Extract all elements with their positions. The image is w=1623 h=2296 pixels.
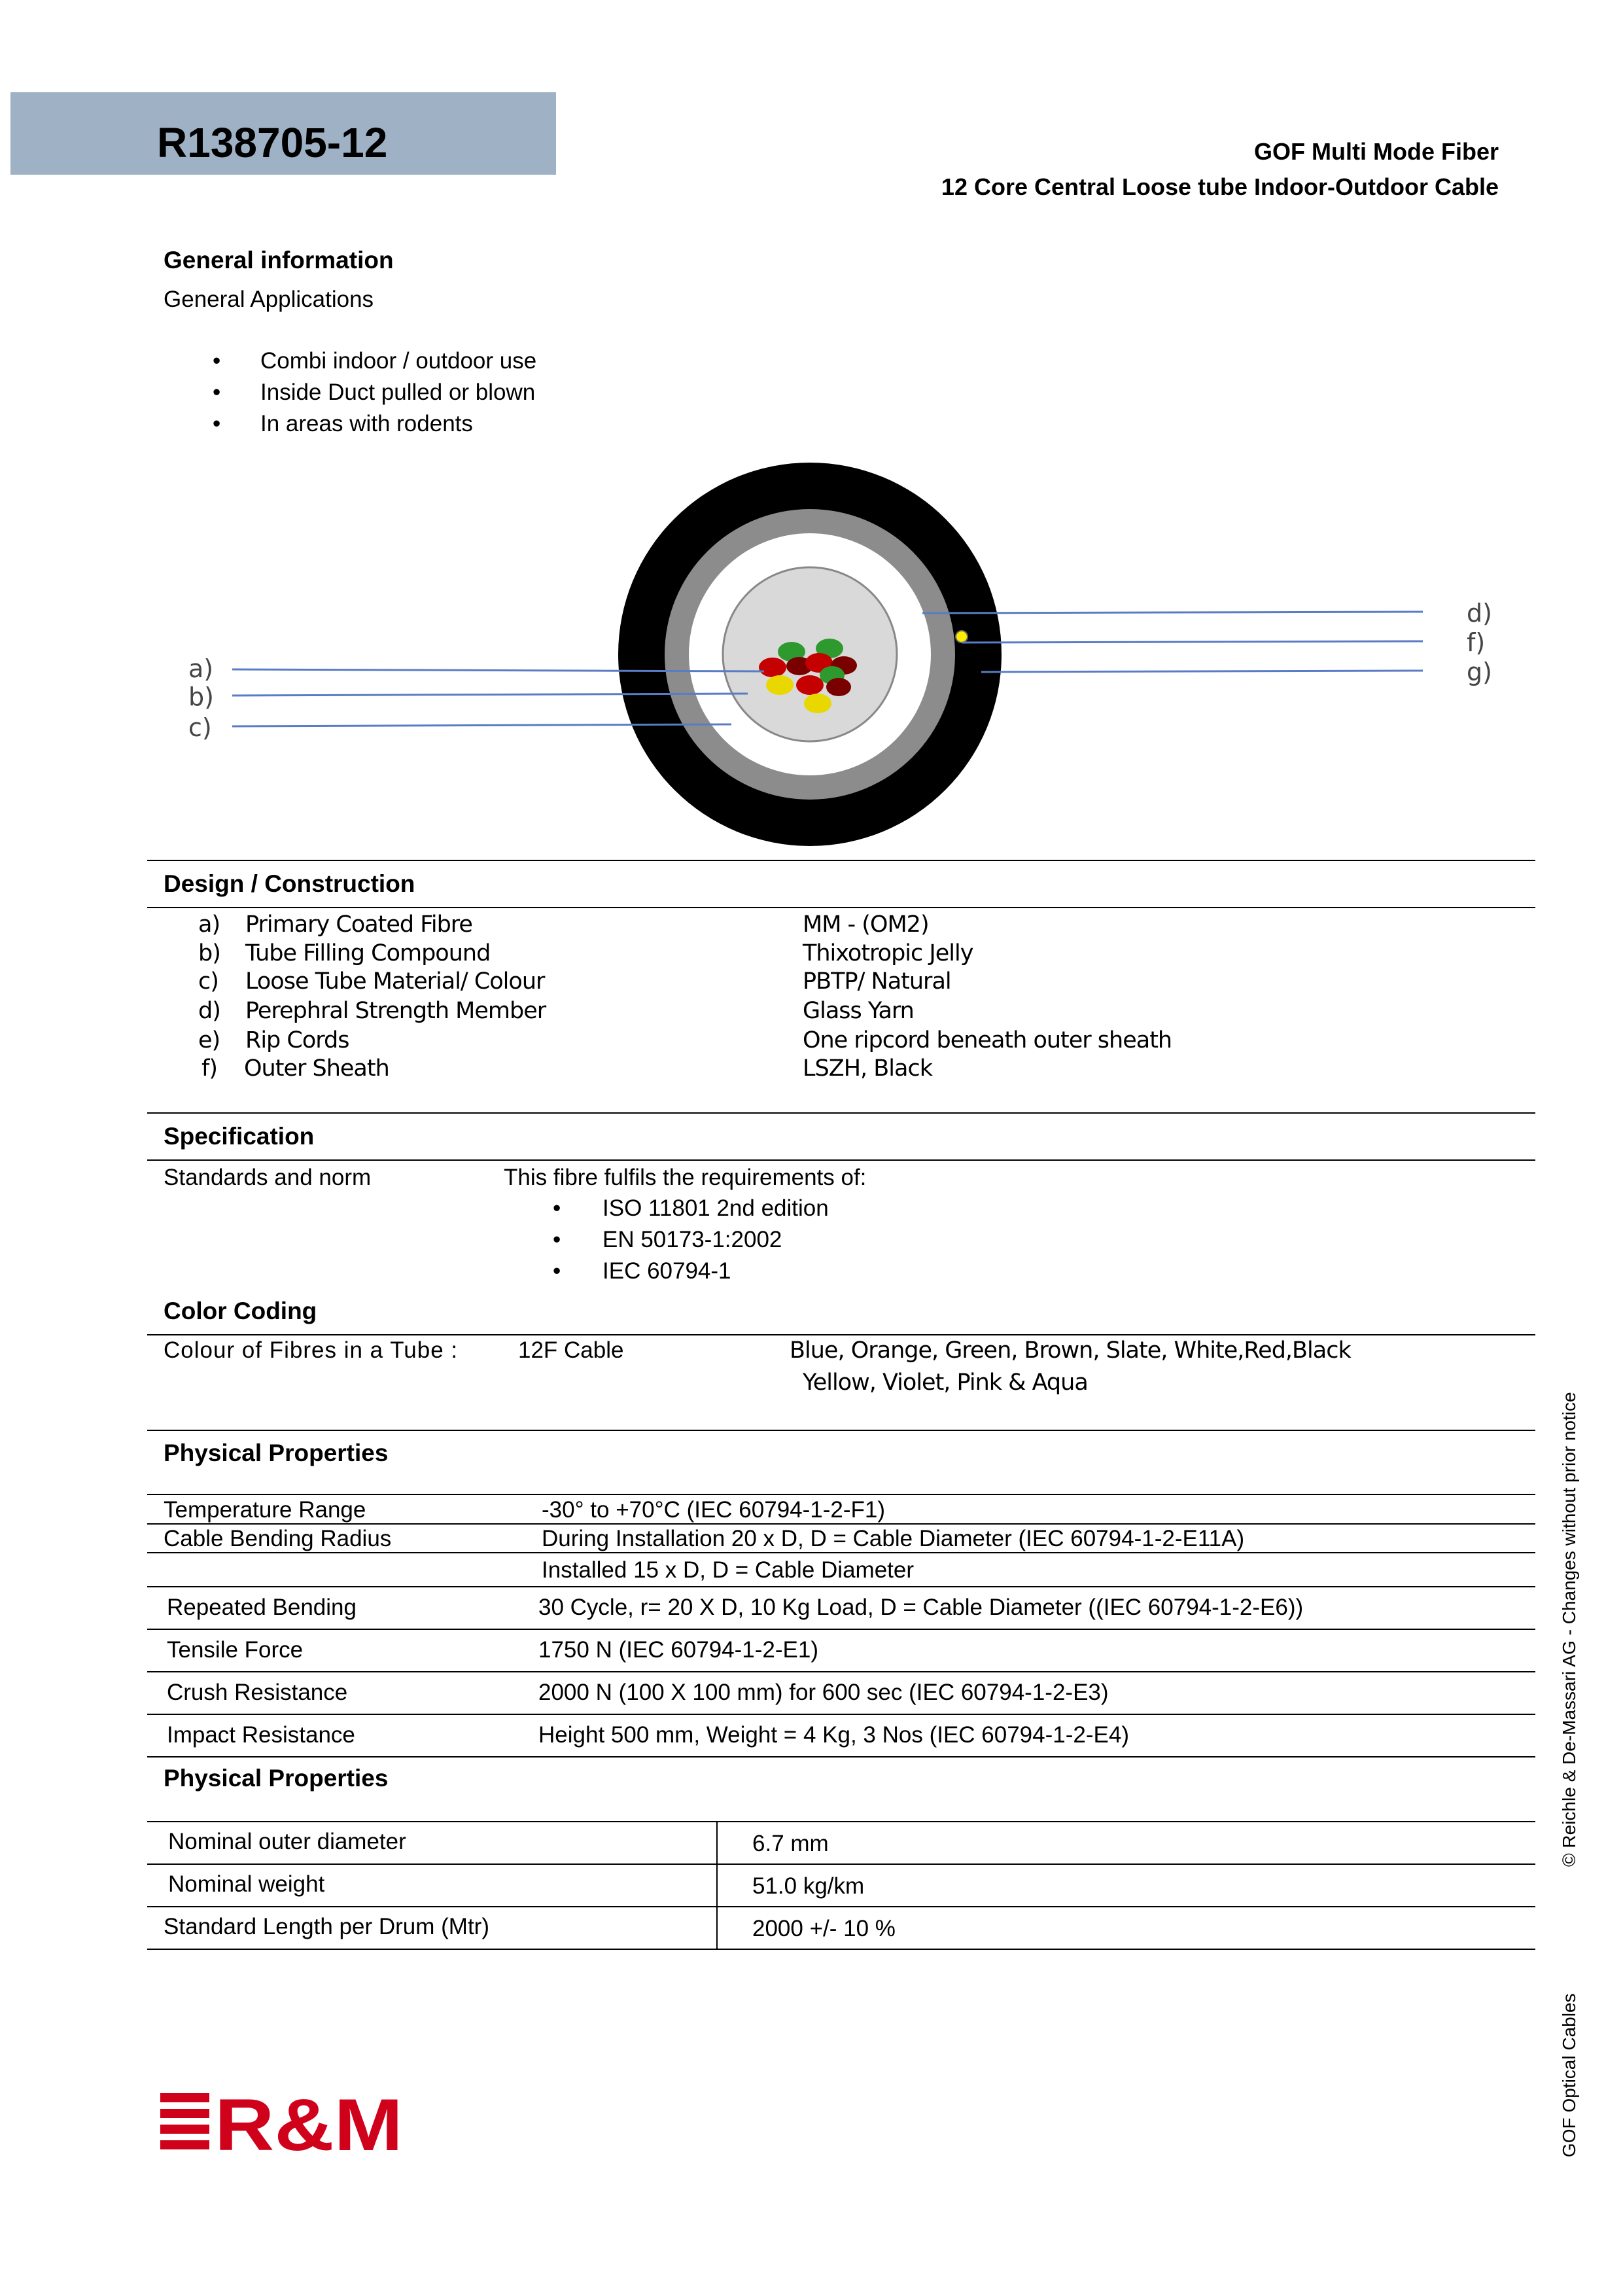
application-item: Inside Duct pulled or blown xyxy=(260,380,536,405)
design-heading: Design / Construction xyxy=(164,870,415,897)
leader-line-f xyxy=(962,641,1423,643)
design-key: c) xyxy=(198,968,218,995)
design-key: e) xyxy=(198,1027,220,1053)
general-subheading: General Applications xyxy=(164,287,374,312)
fibre xyxy=(796,675,824,695)
design-value: One ripcord beneath outer sheath xyxy=(803,1027,1172,1053)
filling-compound xyxy=(723,567,897,741)
application-item: Combi indoor / outdoor use xyxy=(260,348,537,374)
section-divider xyxy=(147,860,1535,861)
table-rule xyxy=(147,1821,1535,1822)
leader-line-g xyxy=(981,671,1423,672)
fibre xyxy=(804,694,831,713)
table-rule xyxy=(147,1949,1535,1950)
bullet-icon: • xyxy=(213,380,221,405)
table-rule xyxy=(147,1714,1535,1715)
design-key: d) xyxy=(198,998,220,1024)
property-label: Crush Resistance xyxy=(167,1680,348,1705)
table-rule xyxy=(147,1906,1535,1907)
standards-label: Standards and norm xyxy=(164,1165,372,1190)
bullet-icon: • xyxy=(553,1227,561,1252)
table-rule xyxy=(147,1629,1535,1630)
design-value: MM - (OM2) xyxy=(803,911,929,938)
application-item: In areas with rodents xyxy=(260,411,473,436)
fibre xyxy=(766,675,794,695)
copyright-notice: © Reichle & De-Massari AG - Changes without prior notice xyxy=(1559,1392,1579,1867)
design-label: Perephral Strength Member xyxy=(245,998,546,1024)
colour-list-line2: Yellow, Violet, Pink & Aqua xyxy=(803,1369,1088,1396)
property-value: 51.0 kg/km xyxy=(752,1873,865,1899)
table-rule xyxy=(147,1586,1535,1587)
diagram-label-a: a) xyxy=(188,654,214,683)
specification-heading: Specification xyxy=(164,1123,315,1150)
design-value: Thixotropic Jelly xyxy=(803,940,973,966)
property-label: Nominal weight xyxy=(168,1871,325,1897)
property-label: Cable Bending Radius xyxy=(164,1526,392,1551)
physical-properties-heading: Physical Properties xyxy=(164,1439,389,1466)
property-value: 1750 N (IEC 60794-1-2-E1) xyxy=(538,1637,818,1663)
fibre xyxy=(826,678,851,696)
table-rule xyxy=(147,1756,1535,1757)
standard-item: ISO 11801 2nd edition xyxy=(602,1195,829,1221)
design-label: Primary Coated Fibre xyxy=(245,911,472,938)
diagram-label-b: b) xyxy=(188,682,214,711)
leader-line-d xyxy=(922,612,1423,613)
table-rule xyxy=(147,1863,1535,1865)
design-label: Rip Cords xyxy=(245,1027,349,1053)
design-label: Loose Tube Material/ Colour xyxy=(245,968,545,995)
diagram-label-c: c) xyxy=(188,713,212,742)
table-rule xyxy=(147,1494,1535,1495)
standard-item: EN 50173-1:2002 xyxy=(602,1227,782,1252)
bullet-icon: • xyxy=(213,348,221,374)
cable-type: 12F Cable xyxy=(518,1337,624,1363)
bullet-icon: • xyxy=(553,1258,561,1284)
document-code: R138705-12 xyxy=(157,119,388,166)
standard-item: IEC 60794-1 xyxy=(602,1258,731,1284)
category-label: GOF Optical Cables xyxy=(1559,1993,1579,2157)
design-key: b) xyxy=(198,940,220,966)
property-label: Tensile Force xyxy=(167,1637,304,1663)
diagram-label-g: g) xyxy=(1467,658,1492,686)
diagram-label-d: d) xyxy=(1467,599,1492,627)
property-value: 2000 N (100 X 100 mm) for 600 sec (IEC 60794-1-2-E3) xyxy=(538,1680,1109,1705)
table-rule xyxy=(147,1552,1535,1553)
colour-label: Colour of Fibres in a Tube : xyxy=(164,1337,459,1363)
diagram-label-f: f) xyxy=(1467,628,1486,657)
property-value: -30° to +70°C (IEC 60794-1-2-F1) xyxy=(542,1497,886,1523)
design-key: f) xyxy=(201,1055,217,1082)
section-divider xyxy=(147,907,1535,908)
property-value: 6.7 mm xyxy=(752,1831,829,1856)
logo-wordmark: R&M xyxy=(215,2091,403,2159)
property-label: Impact Resistance xyxy=(167,1722,355,1748)
logo-stripes-icon xyxy=(160,2093,209,2149)
property-label: Nominal outer diameter xyxy=(168,1829,406,1854)
section-divider xyxy=(147,1112,1535,1114)
table-rule xyxy=(147,1523,1535,1525)
design-label: Outer Sheath xyxy=(244,1055,389,1082)
bullet-icon: • xyxy=(213,411,221,436)
fibre xyxy=(759,658,786,677)
color-coding-heading: Color Coding xyxy=(164,1298,317,1324)
property-value: During Installation 20 x D, D = Cable Diameter (IEC 60794-1-2-E11A) xyxy=(542,1526,1245,1551)
section-divider xyxy=(147,1159,1535,1161)
cable-cross-section-diagram xyxy=(0,0,1623,864)
property-value: 30 Cycle, r= 20 X D, 10 Kg Load, D = Cable Diameter ((IEC 60794-1-2-E6)) xyxy=(538,1595,1304,1620)
section-divider xyxy=(147,1430,1535,1431)
design-value: PBTP/ Natural xyxy=(803,968,951,995)
property-label: Temperature Range xyxy=(164,1497,366,1523)
product-type: GOF Multi Mode Fiber xyxy=(1254,138,1499,165)
bullet-icon: • xyxy=(553,1195,561,1221)
property-label: Repeated Bending xyxy=(167,1595,357,1620)
table-rule xyxy=(147,1671,1535,1672)
design-value: LSZH, Black xyxy=(803,1055,932,1082)
general-heading: General information xyxy=(164,247,394,274)
standards-intro: This fibre fulfils the requirements of: xyxy=(504,1165,867,1190)
property-value: 2000 +/- 10 % xyxy=(752,1916,896,1941)
product-description: 12 Core Central Loose tube Indoor-Outdoor Cable xyxy=(941,173,1499,200)
section-divider xyxy=(147,1334,1535,1335)
table-column-divider xyxy=(716,1821,718,1949)
property-value: Installed 15 x D, D = Cable Diameter xyxy=(542,1557,915,1583)
property-value: Height 500 mm, Weight = 4 Kg, 3 Nos (IEC 60794-1-2-E4) xyxy=(538,1722,1129,1748)
rm-logo xyxy=(157,2091,407,2159)
colour-list-line1: Blue, Orange, Green, Brown, Slate, White,Red,Black xyxy=(790,1337,1351,1364)
property-label: Standard Length per Drum (Mtr) xyxy=(164,1914,489,1939)
design-value: Glass Yarn xyxy=(803,998,914,1024)
design-key: a) xyxy=(198,911,220,938)
rip-cord xyxy=(956,631,968,643)
design-label: Tube Filling Compound xyxy=(245,940,491,966)
physical-properties-heading: Physical Properties xyxy=(164,1765,389,1792)
